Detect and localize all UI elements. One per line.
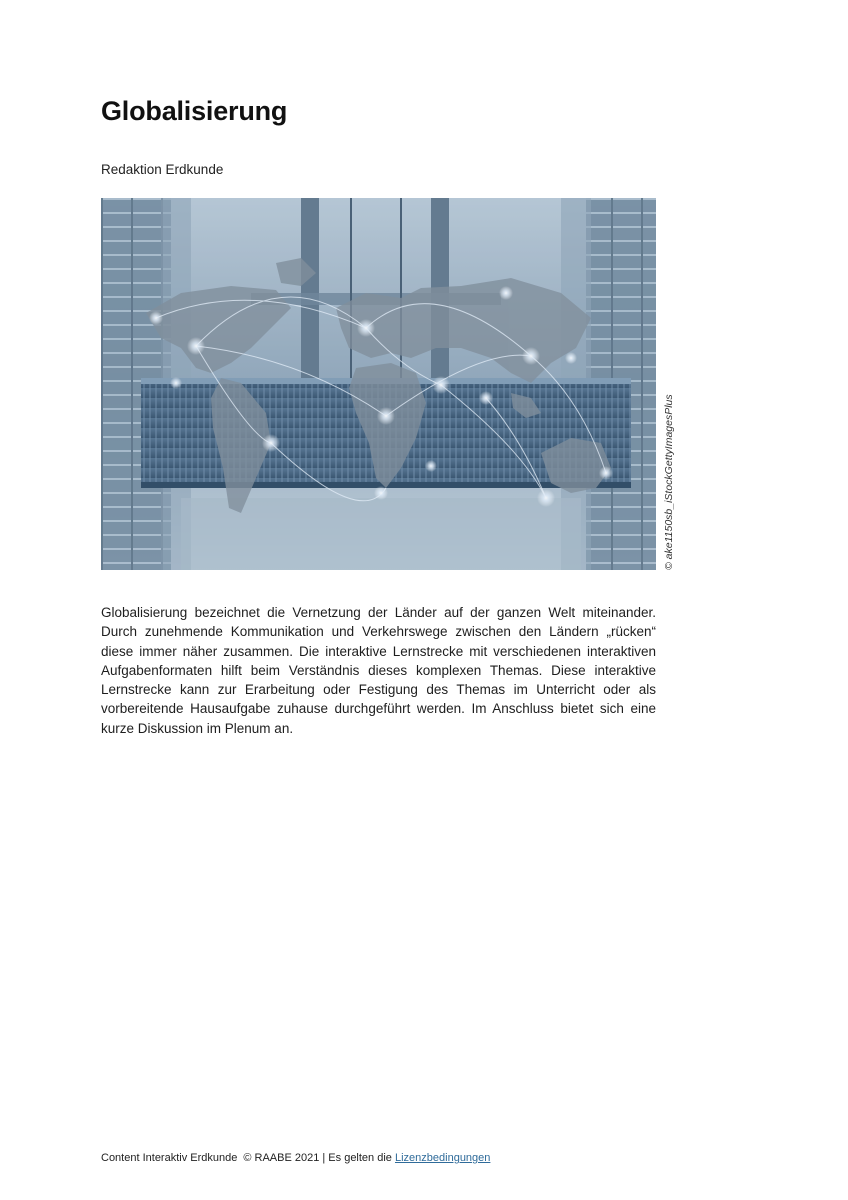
footer-product: Content Interaktiv Erdkunde bbox=[101, 1152, 238, 1164]
license-link[interactable]: Lizenzbedingungen bbox=[394, 1152, 491, 1164]
world-map-container-photo-icon bbox=[101, 198, 656, 570]
hero-image bbox=[101, 198, 656, 570]
image-credit: © ake1150sb_iStockGettyImagesPlus bbox=[663, 394, 675, 570]
page-title: Globalisierung bbox=[101, 96, 288, 126]
body-paragraph: Globalisierung bezeichnet die Vernetzung der Länder auf der ganzen Welt miteinander. Durch zunehmende Kommunikation und Verkehrswege zwischen den Ländern „rücken“ diese immer näher zusammen. Die interaktive Lernstrecke mit verschiedenen interaktiven Aufgabenformaten hilft beim Verständnis dieses komplexen Themas. Diese interaktive Lernstrecke kann zur Erarbeitung oder Festigung des Themas im Unterricht oder als vorbereitende Hausaufgabe zuhause durchgeführt werden. Im Anschluss bietet sich eine kurze Diskussion im Plenum an. bbox=[101, 605, 656, 736]
author-line: Redaktion Erdkunde bbox=[101, 162, 224, 177]
footer bbox=[101, 1152, 490, 1164]
footer-copyright: © RAABE 2021 | Es gelten die bbox=[243, 1152, 392, 1164]
